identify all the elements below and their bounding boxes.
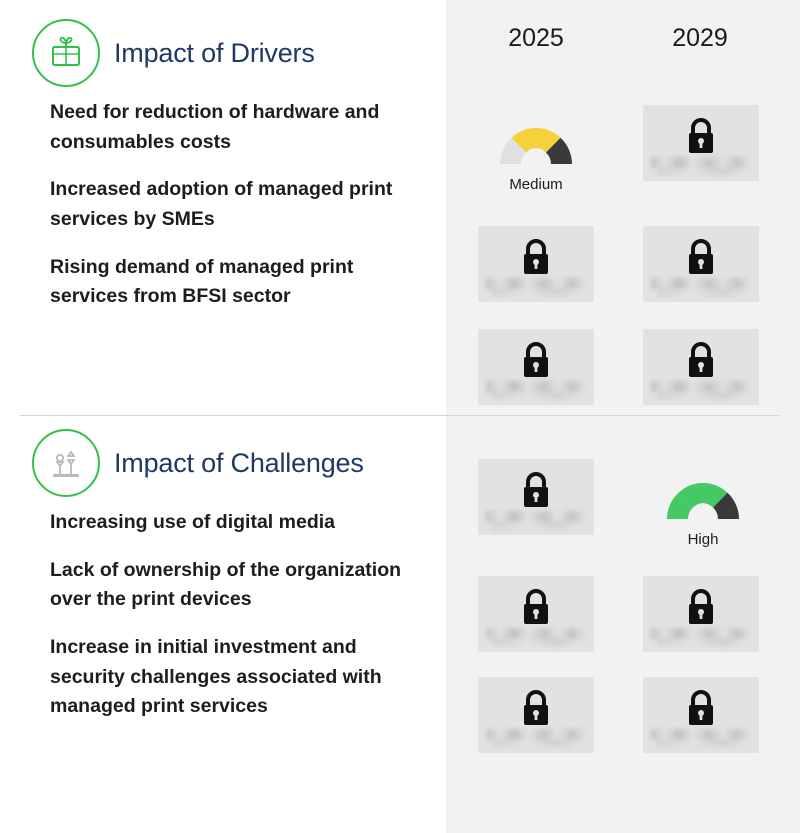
drivers-header xyxy=(0,14,446,92)
locked-challenges-r2-2029[interactable] xyxy=(643,677,759,753)
challenges-badge-icon xyxy=(32,429,100,497)
locked-challenges-r2-2025[interactable] xyxy=(478,677,594,753)
drivers-badge-icon xyxy=(32,19,100,87)
lock-icon xyxy=(518,339,554,386)
locked-drivers-r2-2025[interactable] xyxy=(478,329,594,405)
lock-icon xyxy=(518,236,554,283)
challenges-title: Impact of Challenges xyxy=(114,447,364,478)
lock-icon xyxy=(683,586,719,633)
lock-icon xyxy=(683,687,719,734)
gauge-challenges-r0-2029 xyxy=(645,459,761,551)
gauge-drivers-r0-2025 xyxy=(478,104,594,196)
lock-icon xyxy=(683,115,719,162)
list-item: Lack of ownership of the organization over the print devices xyxy=(50,558,402,611)
gauge-label: High xyxy=(687,531,719,548)
section-drivers xyxy=(0,14,446,330)
locked-drivers-r2-2029[interactable] xyxy=(643,329,759,405)
list-item: Increase in initial investment and security challenges associated with managed print services xyxy=(50,635,382,718)
lock-icon xyxy=(683,236,719,283)
column-header-2029: 2029 xyxy=(672,24,728,52)
drivers-title: Impact of Drivers xyxy=(114,37,315,68)
list-item: Increased adoption of managed print services by SMEs xyxy=(50,178,393,230)
list-item: Need for reduction of hardware and consumables costs xyxy=(50,101,380,153)
lock-icon xyxy=(518,687,554,734)
locked-drivers-r0-2029[interactable] xyxy=(643,105,759,181)
locked-challenges-r1-2029[interactable] xyxy=(643,576,759,652)
locked-challenges-r1-2025[interactable] xyxy=(478,576,594,652)
challenges-bullet-list xyxy=(0,508,446,722)
list-item: Increasing use of digital media xyxy=(50,511,335,533)
list-item: Rising demand of managed print services from BFSI sector xyxy=(50,255,354,308)
lock-icon xyxy=(683,339,719,386)
challenges-header xyxy=(0,424,446,502)
drivers-bullet-list xyxy=(0,98,446,312)
lock-icon xyxy=(518,469,554,516)
lock-icon xyxy=(518,586,554,633)
section-challenges xyxy=(0,424,446,740)
column-header-2025: 2025 xyxy=(508,24,564,52)
locked-drivers-r1-2029[interactable] xyxy=(643,226,759,302)
locked-drivers-r1-2025[interactable] xyxy=(478,226,594,302)
gauge-label: Medium xyxy=(509,176,563,193)
locked-challenges-r0-2025[interactable] xyxy=(478,459,594,535)
section-divider xyxy=(20,415,780,416)
